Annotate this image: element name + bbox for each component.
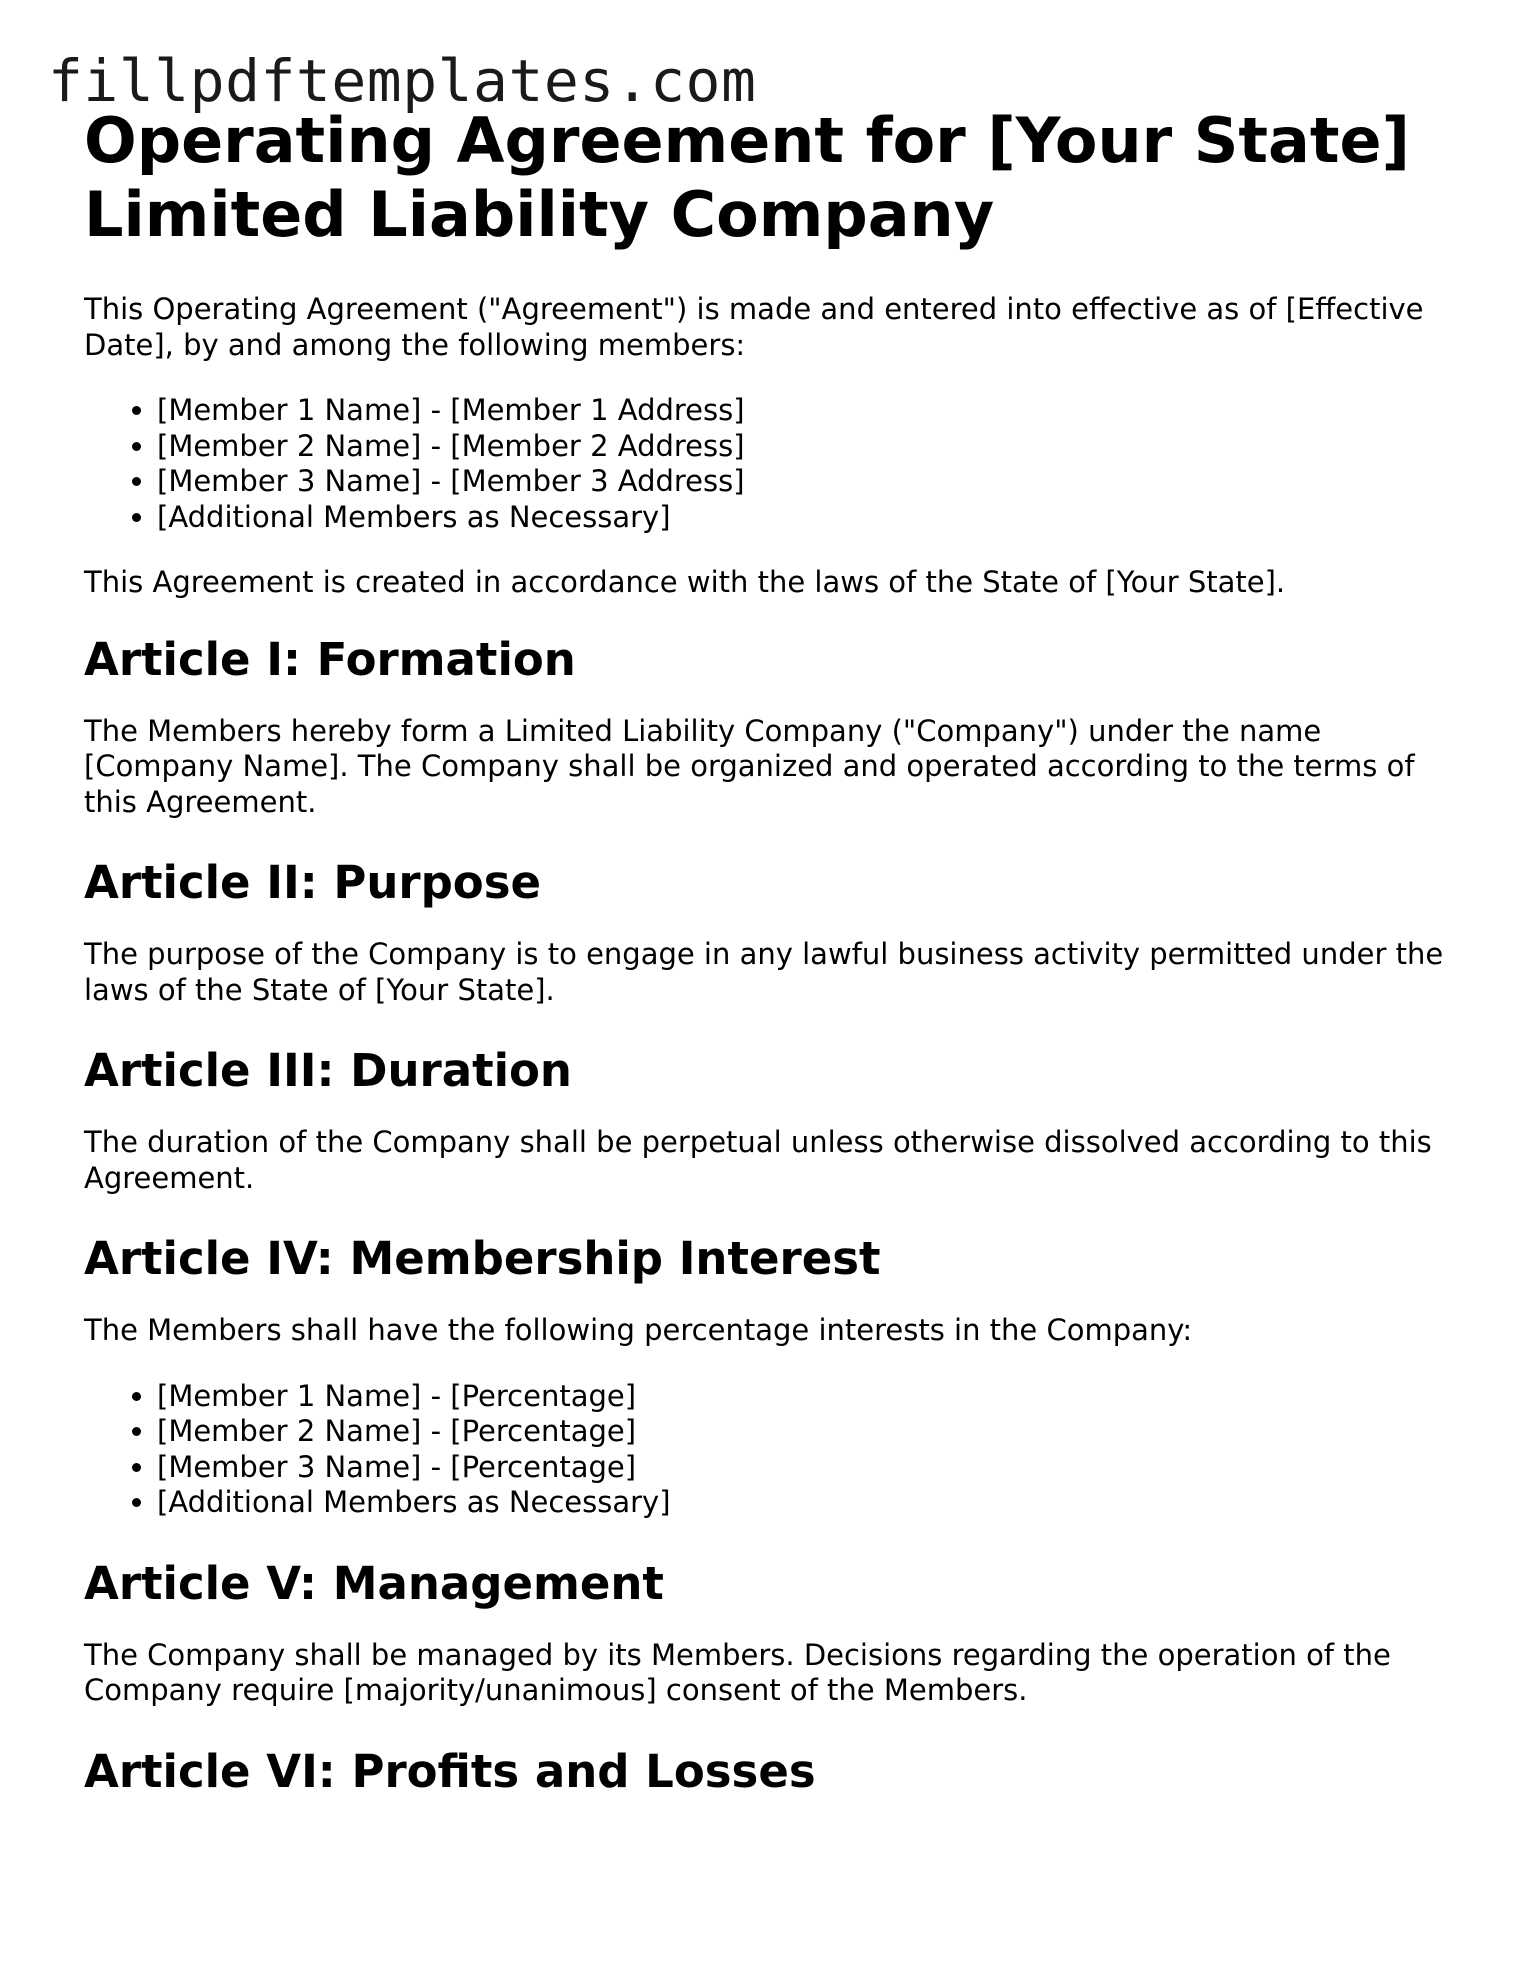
article-1-heading: Article I: Formation [84,632,576,686]
document-title [84,104,1444,252]
list-item: • [Additional Members as Necessary] [157,500,1444,536]
article-6-heading: Article VI: Profits and Losses [84,1744,816,1798]
list-item: • [Member 1 Name] - [Member 1 Address] [157,393,1444,429]
article-3-heading: Article III: Duration [84,1044,572,1097]
article-4-body: The Members shall have the following percentage interests in the Company: [84,1313,1193,1347]
article-5-heading: Article V: Management [84,1556,664,1610]
article-3-body: The duration of the Company shall be perpetual unless otherwise dissolved according to this Agreement. [84,1125,1432,1195]
membership-interest-list [84,1379,1444,1521]
title-line-1: Operating Agreement for [Your State] [84,104,1410,177]
article-1-body: The Members hereby form a Limited Liability Company ("Company") under the name [Company Name]. The Company shall be organized and operated according to the terms of this Agreement. [84,713,1415,819]
watermark-text: fillpdftemplates.com [48,47,757,115]
list-item: • [Member 2 Name] - [Member 2 Address] [157,429,1444,465]
list-item: • [Member 2 Name] - [Percentage] [157,1414,1444,1450]
document-page [84,104,1444,1800]
article-4-heading: Article IV: Membership Interest [84,1232,881,1285]
governing-law-paragraph: This Agreement is created in accordance with the laws of the State of [Your State]. [84,565,1286,599]
members-list [84,393,1444,535]
article-5-body: The Company shall be managed by its Members. Decisions regarding the operation of the Company require [majority/unanimous] consent of the Members. [84,1637,1391,1707]
article-2-heading: Article II: Purpose [84,856,542,909]
list-item: • [Member 1 Name] - [Percentage] [157,1379,1444,1415]
article-2-body: The purpose of the Company is to engage in any lawful business activity permitted under the laws of the State of [Your State]. [84,937,1444,1007]
list-item: • [Additional Members as Necessary] [157,1485,1444,1521]
list-item: • [Member 3 Name] - [Member 3 Address] [157,464,1444,500]
title-line-2: Limited Liability Company [84,178,995,251]
intro-paragraph: This Operating Agreement ("Agreement") is made and entered into effective as of [Effective Date], by and among the following members: [84,292,1424,362]
list-item: • [Member 3 Name] - [Percentage] [157,1450,1444,1486]
